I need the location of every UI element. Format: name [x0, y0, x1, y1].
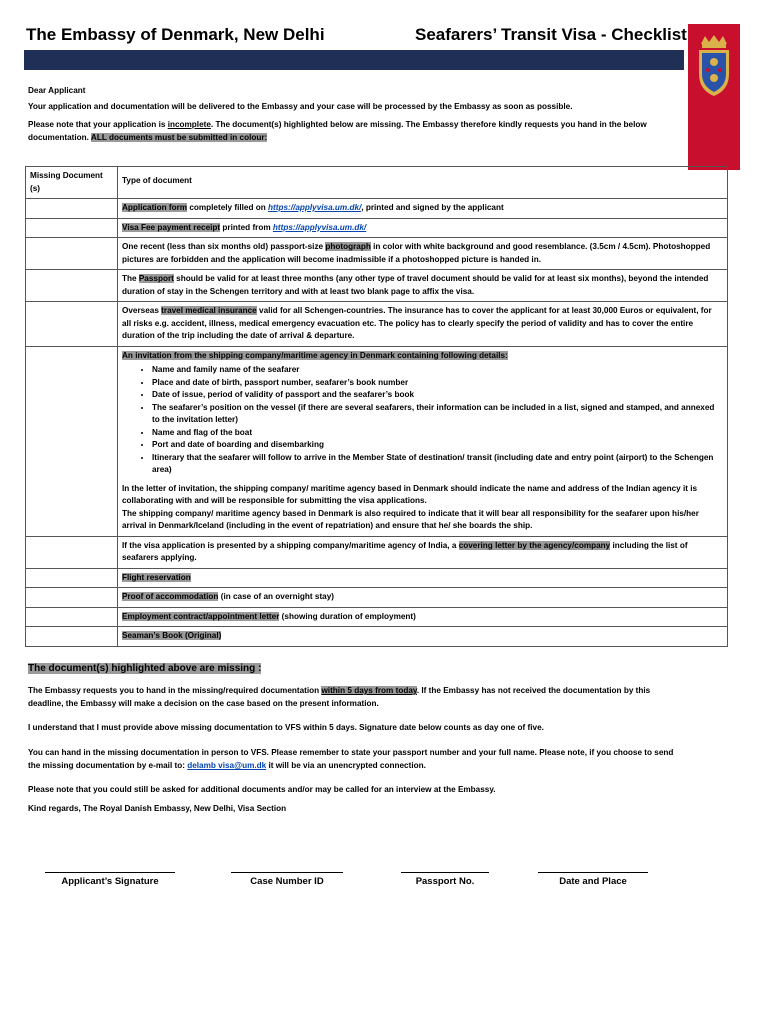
applicant-signature-label: Applicant’s Signature [61, 876, 159, 887]
list-item: • Place and date of birth, passport number, seafarer’s book number [152, 377, 723, 390]
intro-line-2: Please note that your application is incomplete. The document(s) highlighted below are missing. The Embassy therefore kindly requests you hand in the below documentation. ALL documents must be submitted in colour: [28, 120, 647, 142]
document-cell: The Passport should be valid for at least three months (any other type of travel document should be valid for at least six months), beyond the intended duration of stay in the Schengen territory and with at least two blank page to affix the visa. [118, 270, 728, 302]
applicant-signature-field[interactable] [45, 872, 175, 887]
invitation-note-2: The shipping company/ maritime agency based in Denmark is also required to indicate that it will bear all responsibility for the seafarer upon his/her arrival in Denmark/Iceland (including in the event of repatriation) and ensure that he/ she boards the ship. [122, 508, 699, 530]
date-place-field[interactable] [538, 872, 648, 887]
list-item: • Port and date of boarding and disembarking [152, 439, 723, 452]
header-bar [24, 50, 684, 70]
missing-checkbox-cell[interactable] [26, 238, 118, 270]
case-number-label: Case Number ID [250, 876, 324, 887]
case-number-field[interactable] [231, 872, 343, 887]
table-row [26, 346, 728, 536]
table-row [26, 588, 728, 608]
document-cell: Application form completely filled on https://applyvisa.um.dk/, printed and signed by the applicant [118, 199, 728, 219]
table-row [26, 627, 728, 647]
table-row [26, 199, 728, 219]
deadline-paragraph: The Embassy requests you to hand in the missing/required documentation within 5 days from today. If the Embassy has not received the documentation by this deadline, the Embassy will make a decision on the case based on the present information. [28, 686, 651, 708]
passport-number-label: Passport No. [415, 876, 475, 887]
document-cell: If the visa application is presented by a shipping company/maritime agency of India, a covering letter by the agency/company including the list of seafarers applying. [118, 536, 728, 568]
missing-heading: The document(s) highlighted above are missing : [28, 663, 262, 674]
list-item: • Name and flag of the boat [152, 427, 723, 440]
missing-checkbox-cell[interactable] [26, 588, 118, 608]
table-header-row [26, 167, 728, 199]
list-item: • Name and family name of the seafarer [152, 364, 723, 377]
vfs-paragraph: You can hand in the missing documentation in person to VFS. Please remember to state your passport number and your full name. Please note, if you choose to send the missing documentation by e-mail to: delamb visa@um.dk it will be via an unencrypted connection. [28, 748, 674, 770]
table-row [26, 302, 728, 347]
list-item: • Date of issue, period of validity of passport and the seafarer’s book [152, 389, 723, 402]
missing-checkbox-cell[interactable] [26, 302, 118, 347]
applyvisa-link[interactable]: https://applyvisa.um.dk/ [272, 222, 367, 232]
list-item: • The seafarer’s position on the vessel (if there are several seafarers, their information can be included in a list, signed and stamped, and annexed to the invitation letter) [152, 402, 723, 427]
greeting: Dear Applicant [28, 86, 86, 95]
document-cell: Visa Fee payment receipt printed from https://applyvisa.um.dk/ [118, 218, 728, 238]
document-cell: Proof of accommodation (in case of an overnight stay) [118, 588, 728, 608]
invitation-details-list [122, 364, 723, 477]
missing-checkbox-cell[interactable] [26, 627, 118, 647]
document-cell: An invitation from the shipping company/maritime agency in Denmark containing following details: • Name and family name of the seafarer • Place and date of birth, passport number, seafarer’s book number • Date of issue, period of validity of passport and the seafarer’s book • The seafarer’s position on the vessel (if there are several seafarers, their information can be included in a list, signed and stamped, and annexed to the invitation letter) • Name and flag of the boat • Port and date of boarding and disembarking • Itinerary that the seafarer will follow to arrive in the Member State of destination/ transit (including date and entry point (airport) to the Schengen area) In the letter of invitation, the shipping company/ maritime agency based in Denmark should indicate the name and address of the Indian agency it is collaborating with and will be responsible for submitting the visa applications. The shipping company/ maritime agency based in Denmark is also required to indicate that it will bear all responsibility for the seafarer upon his/her arrival in Denmark/Iceland (including in the event of repatriation) and ensure that he/ she boards the ship. [118, 346, 728, 536]
missing-checkbox-cell[interactable] [26, 270, 118, 302]
type-of-document-header: Type of document [118, 167, 728, 199]
date-place-label: Date and Place [559, 876, 627, 887]
document-cell: Overseas travel medical insurance valid for all Schengen-countries. The insurance has to cover the applicant for at least 30,000 Euros or equivalent, for all risks e.g. accident, illness, medical emergency evacuation etc. The policy has to clearly specify the period of validity and has to cover the entire duration of the trip including the date of arrival & departure. [118, 302, 728, 347]
missing-checkbox-cell[interactable] [26, 346, 118, 536]
document-checklist-table [25, 166, 728, 647]
missing-checkbox-cell[interactable] [26, 218, 118, 238]
table-row [26, 568, 728, 588]
document-cell: Employment contract/appointment letter (showing duration of employment) [118, 607, 728, 627]
applyvisa-link[interactable]: https://applyvisa.um.dk/ [268, 203, 362, 212]
table-row [26, 238, 728, 270]
table-row [26, 607, 728, 627]
embassy-title: The Embassy of Denmark, New Delhi [26, 25, 325, 44]
list-item: • Itinerary that the seafarer will follow to arrive in the Member State of destination/ transit (including date and entry point (airport) to the Schengen area) [152, 452, 723, 477]
table-row [26, 218, 728, 238]
interview-note: Please note that you could still be asked for additional documents and/or may be called for an interview at the Embassy. [28, 785, 496, 794]
checklist-title: Seafarers’ Transit Visa - Checklist [415, 25, 687, 44]
missing-checkbox-cell[interactable] [26, 607, 118, 627]
table-row [26, 536, 728, 568]
kind-regards: Kind regards, The Royal Danish Embassy, New Delhi, Visa Section [28, 804, 287, 813]
understanding-paragraph: I understand that I must provide above missing documentation to VFS within 5 days. Signature date below counts as day one of five. [28, 723, 544, 732]
document-cell: One recent (less than six months old) passport-size photograph in color with white background and good resemblance. (3.5cm / 4.5cm). Photoshopped pictures are forbidden and the application will become inadmissible if a photoshopped picture is handed in. [118, 238, 728, 270]
missing-checkbox-cell[interactable] [26, 199, 118, 219]
document-cell: Seaman’s Book (Original) [118, 627, 728, 647]
table-row [26, 270, 728, 302]
intro-line-1: Your application and documentation will be delivered to the Embassy and your case will be processed by the Embassy as soon as possible. [28, 102, 573, 111]
email-link[interactable]: delamb visa@um.dk [187, 761, 267, 770]
missing-checkbox-cell[interactable] [26, 536, 118, 568]
missing-checkbox-cell[interactable] [26, 568, 118, 588]
invitation-note-1: In the letter of invitation, the shipping company/ maritime agency based in Denmark should indicate the name and address of the Indian agency it is collaborating with and will be responsible for submitting the visa applications. [122, 483, 698, 505]
passport-number-field[interactable] [401, 872, 489, 887]
document-cell: Flight reservation [118, 568, 728, 588]
royal-crest-icon [693, 34, 735, 98]
missing-document-header: Missing Document (s) [26, 167, 118, 199]
